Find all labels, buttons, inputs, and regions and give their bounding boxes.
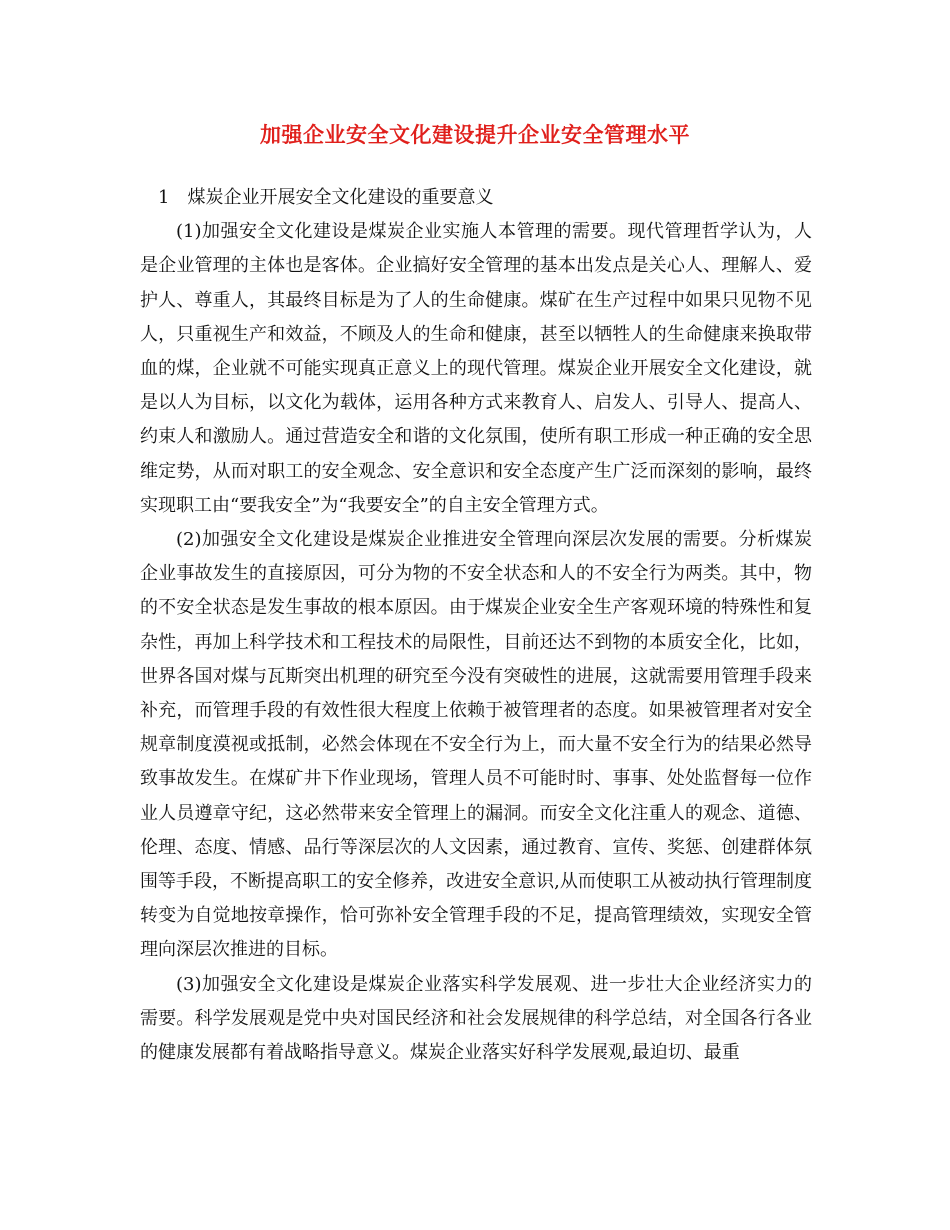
paragraph: (3)加强安全文化建设是煤炭企业落实科学发展观、进一步壮大企业经济实力的需要。科学发展观是党中央对国民经济和社会发展规律的科学总结，对全国各行各业的健康发展都有着战略指导意义。煤炭企业落实好科学发展观,最迫切、最重: [140, 973, 812, 1064]
document-title: 加强企业安全文化建设提升企业安全管理水平: [260, 123, 690, 147]
paragraph: (2)加强安全文化建设是煤炭企业推进安全管理向深层次发展的需要。分析煤炭企业事故发生的直接原因，可分为物的不安全状态和人的不安全行为两类。其中，物的不安全状态是发生事故的根本原因。由于煤炭企业安全生产客观环境的特殊性和复杂性，再加上科学技术和工程技术的局限性，目前还达不到物的本质安全化，比如，世界各国对煤与瓦斯突出机理的研究至今没有突破性的进展，这就需要用管理手段来补充，而管理手段的有效性很大程度上依赖于被管理者的态度。如果被管理者对安全规章制度漠视或抵制，必然会体现在不安全行为上，而大量不安全行为的结果必然导致事故发生。在煤矿井下作业现场，管理人员不可能时时、事事、处处监督每一位作业人员遵章守纪，这必然带来安全管理上的漏洞。而安全文化注重人的观念、道德、伦理、态度、情感、品行等深层次的人文因素，通过教育、宣传、奖惩、创建群体氛围等手段，不断提高职工的安全修养，改进安全意识,从而使职工从被动执行管理制度转变为自觉地按章操作，恰可弥补安全管理手段的不足，提高管理绩效，实现安全管理向深层次推进的目标。: [140, 529, 812, 961]
section-heading: 1 煤炭企业开展安全文化建设的重要意义: [158, 187, 494, 208]
document-body: [140, 181, 812, 1070]
paragraph: (1)加强安全文化建设是煤炭企业实施人本管理的需要。现代管理哲学认为，人是企业管理的主体也是客体。企业搞好安全管理的基本出发点是关心人、理解人、爱护人、尊重人，其最终目标是为了人的生命健康。煤矿在生产过程中如果只见物不见人，只重视生产和效益，不顾及人的生命和健康，甚至以牺牲人的生命健康来换取带血的煤，企业就不可能实现真正意义上的现代管理。煤炭企业开展安全文化建设，就是以人为目标，以文化为载体，运用各种方式来教育人、启发人、引导人、提高人、约束人和激励人。通过营造安全和谐的文化氛围，使所有职工形成一种正确的安全思维定势，从而对职工的安全观念、安全意识和安全态度产生广泛而深刻的影响，最终实现职工由“要我安全”为“我要安全”的自主安全管理方式。: [140, 221, 812, 516]
